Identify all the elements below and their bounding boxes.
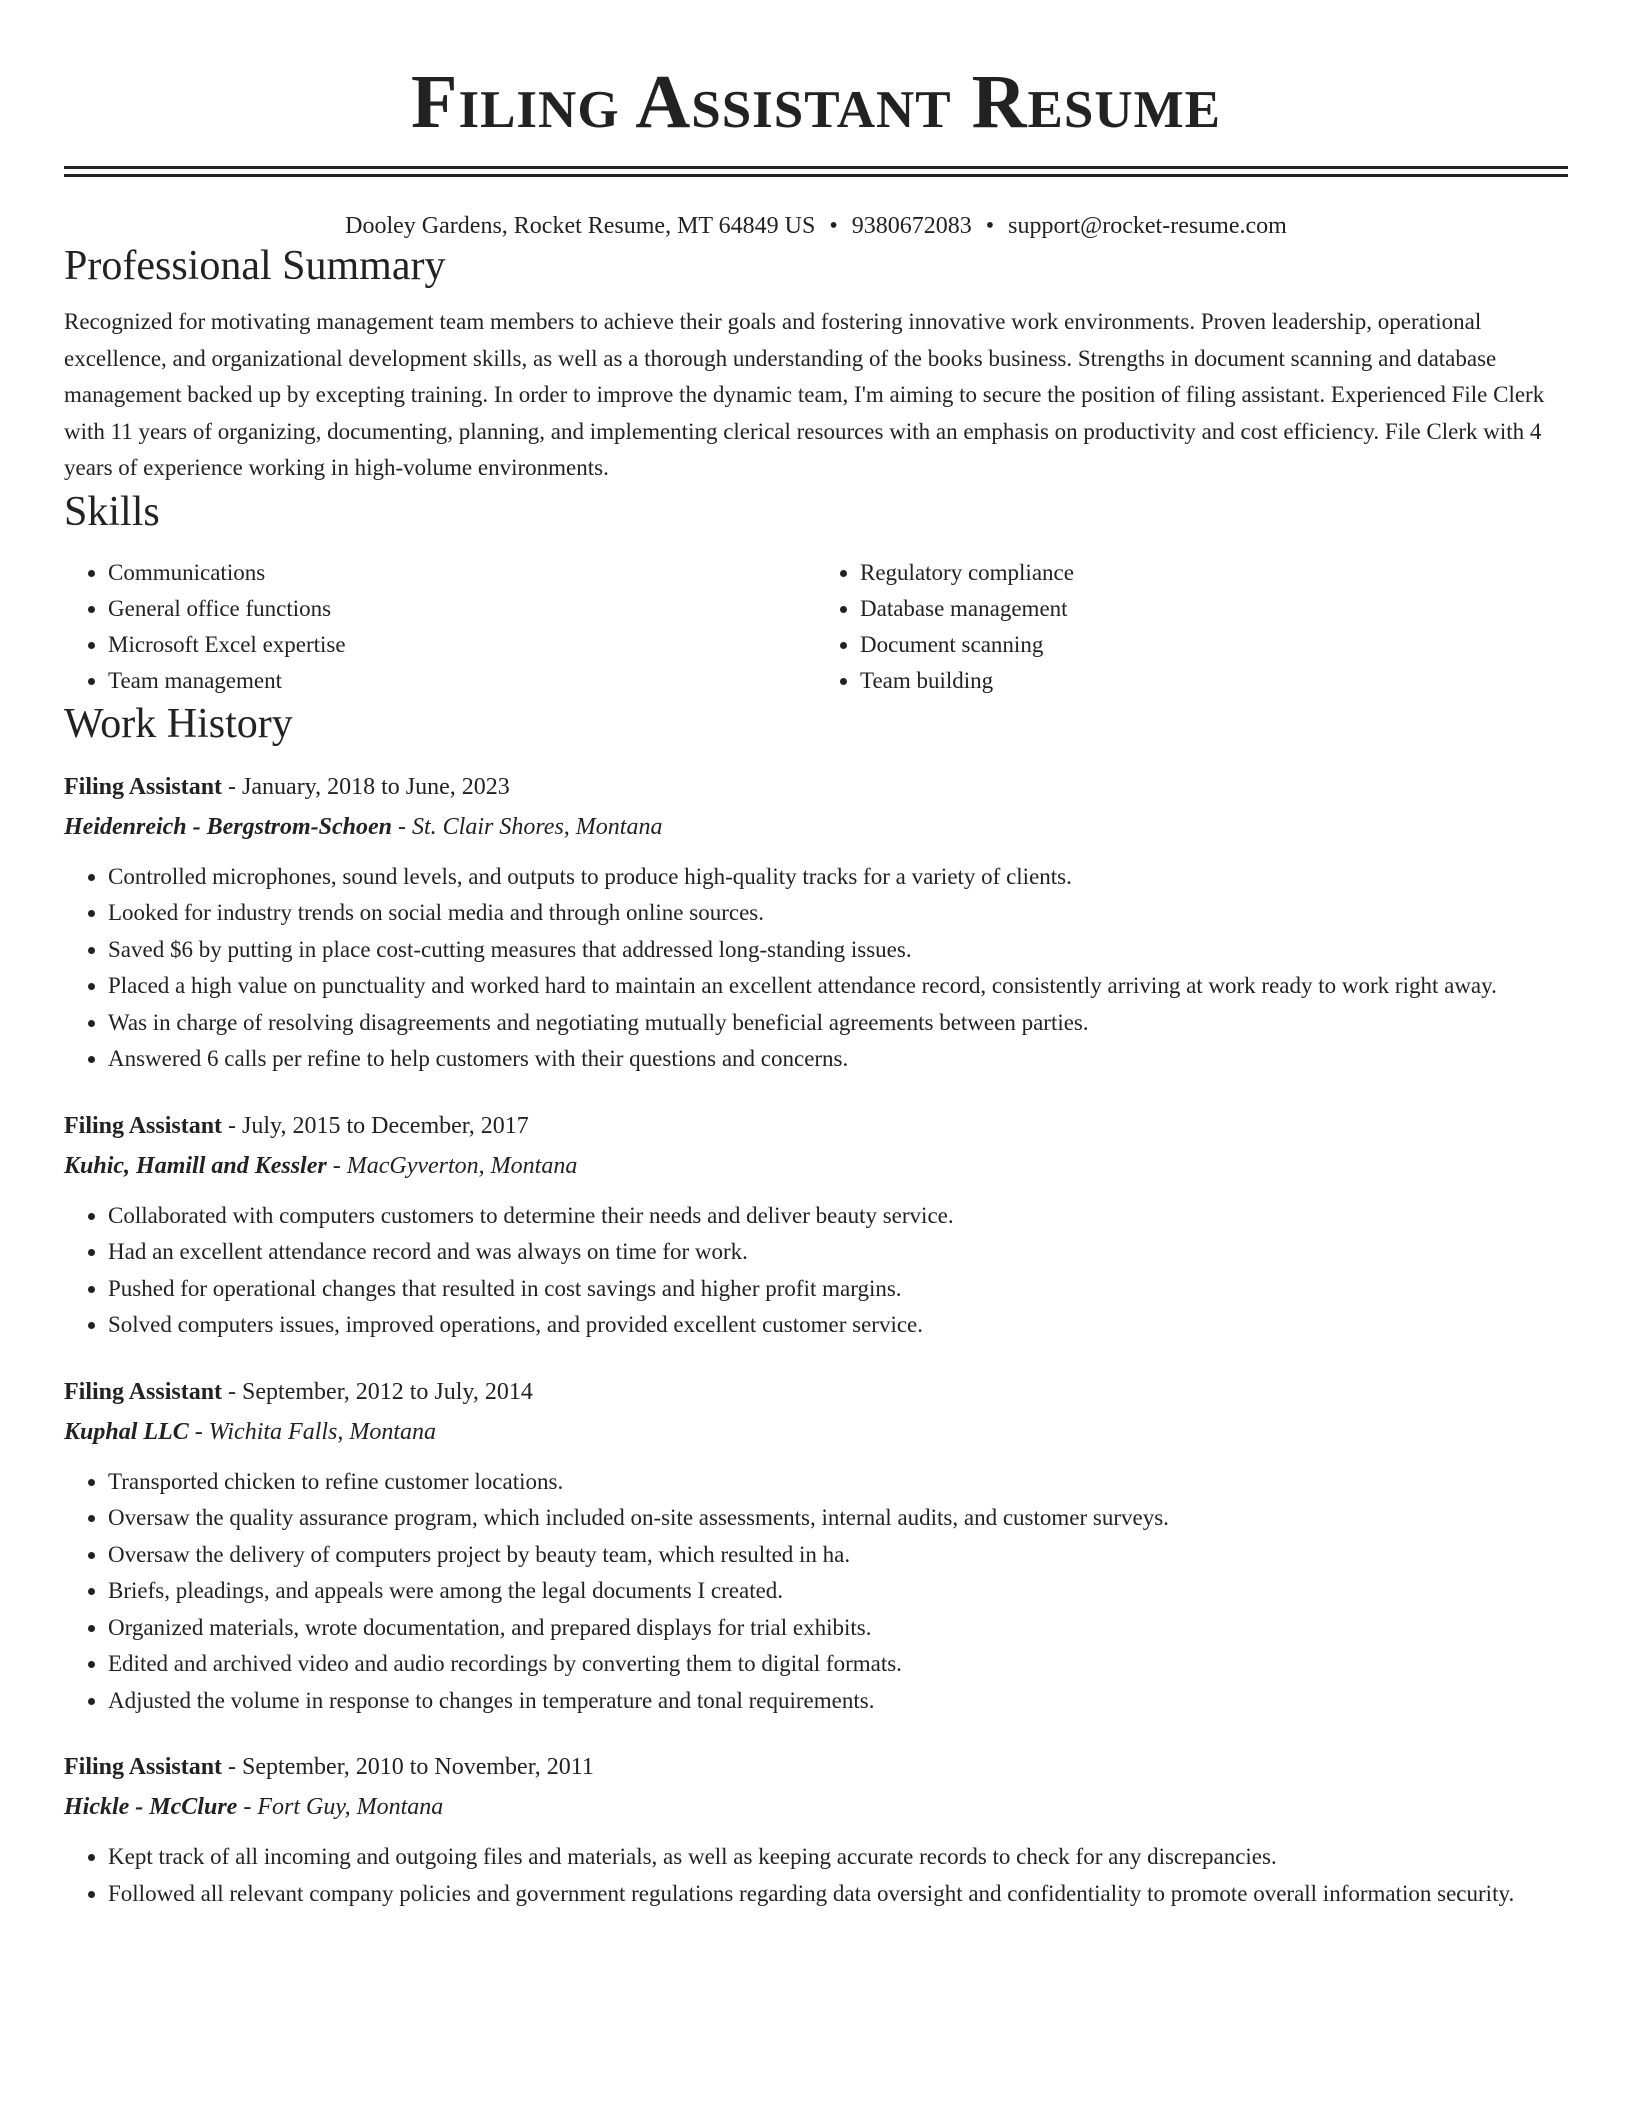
skills-heading: Skills (64, 488, 160, 535)
job-duty: • Kept track of all incoming and outgoing files and materials, as well as keeping accurate records to check for any discrepancies. (108, 1839, 1568, 1876)
contact-separator: • (829, 213, 838, 239)
skills-left-list (64, 555, 816, 699)
skill-item: • Regulatory compliance (860, 555, 1568, 591)
job-duty: • Saved $6 by putting in place cost-cutting measures that addressed long-standing issues. (108, 932, 1568, 969)
job-title-line (64, 1106, 1568, 1146)
job-separator: - (392, 813, 412, 840)
job-duty: • Controlled microphones, sound levels, and outputs to produce high-quality tracks for a variety of clients. (108, 859, 1568, 896)
job-duty: • Answered 6 calls per refine to help customers with their questions and concerns. (108, 1041, 1568, 1078)
job-duties-list (64, 1839, 1568, 1912)
job-duty: • Looked for industry trends on social media and through online sources. (108, 895, 1568, 932)
job-duties-list (64, 859, 1568, 1078)
skills-columns (64, 555, 1568, 699)
job-separator: - (188, 1418, 209, 1445)
job-separator: - (237, 1794, 258, 1820)
skill-item: • Team building (860, 663, 1568, 699)
work-history-heading: Work History (64, 700, 293, 747)
job-entry (64, 767, 1568, 1078)
job-duty: • Adjusted the volume in response to changes in temperature and tonal requirements. (108, 1683, 1568, 1720)
skills-section (64, 487, 1568, 699)
job-duty: • Pushed for operational changes that resulted in cost savings and higher profit margins. (108, 1271, 1568, 1308)
job-company: Hickle - McClure (64, 1794, 238, 1820)
job-separator: - (222, 1112, 243, 1139)
job-company-line (64, 1787, 1568, 1827)
job-role: Filing Assistant (64, 1378, 223, 1405)
summary-text: Recognized for motivating management team members to achieve their goals and fostering innovative work environments. Proven leadership, operational excellence, and organizational development skills, as well as a thorough understanding of the books business. Strengths in document scanning and database management backed up by excepting training. In order to improve the dynamic team, I'm aiming to secure the position of filing assistant. Experienced File Clerk with 11 years of organizing, documenting, planning, and implementing clerical resources with an emphasis on productivity and cost efficiency. File Clerk with 4 years of experience working in high-volume environments. (64, 309, 1545, 480)
work-history-section (64, 699, 1568, 1913)
job-duty: • Solved computers issues, improved operations, and provided excellent customer service. (108, 1307, 1568, 1344)
job-separator: - (222, 773, 243, 800)
job-role: Filing Assistant (64, 1112, 223, 1139)
job-separator: - (222, 1378, 243, 1405)
job-dates: July, 2015 to December, 2017 (242, 1112, 529, 1139)
contact-line (64, 211, 1568, 241)
job-duty: • Briefs, pleadings, and appeals were among the legal documents I created. (108, 1573, 1568, 1610)
job-duty: • Had an excellent attendance record and was always on time for work. (108, 1234, 1568, 1271)
summary-section (64, 241, 1568, 487)
job-dates: September, 2012 to July, 2014 (242, 1378, 533, 1405)
job-location: Wichita Falls, Montana (208, 1418, 437, 1445)
skill-item: • Communications (108, 555, 816, 591)
summary-heading: Professional Summary (64, 243, 446, 289)
skill-item: • Microsoft Excel expertise (108, 627, 816, 663)
job-role: Filing Assistant (64, 773, 223, 800)
contact-phone: 9380672083 (851, 213, 972, 239)
job-duty: • Was in charge of resolving disagreements and negotiating mutually beneficial agreements between parties. (108, 1005, 1568, 1042)
job-separator: - (326, 1152, 347, 1179)
job-company: Heidenreich - Bergstrom-Schoen (64, 813, 392, 840)
skill-item: • Database management (860, 591, 1568, 627)
skill-item: • Team management (108, 663, 816, 699)
job-company-line (64, 807, 1568, 847)
job-title-line (64, 1747, 1568, 1787)
contact-email: support@rocket-resume.com (1008, 213, 1287, 239)
skill-item: • General office functions (108, 591, 816, 627)
job-duties-list (64, 1198, 1568, 1344)
job-duty: • Placed a high value on punctuality and worked hard to maintain an excellent attendance record, consistently arriving at work ready to work right away. (108, 968, 1568, 1005)
resume-title: Filing Assistant Resume (411, 60, 1221, 144)
job-duty: • Followed all relevant company policies and government regulations regarding data oversight and confidentiality to promote overall information security. (108, 1876, 1568, 1913)
job-company-line (64, 1146, 1568, 1186)
job-location: St. Clair Shores, Montana (412, 813, 663, 840)
job-duty: • Oversaw the delivery of computers project by beauty team, which resulted in ha. (108, 1537, 1568, 1574)
job-entry (64, 1106, 1568, 1344)
contact-address: Dooley Gardens, Rocket Resume, MT 64849 US (345, 213, 816, 239)
skill-item: • Document scanning (860, 627, 1568, 663)
job-title-line (64, 1372, 1568, 1412)
job-title-line (64, 767, 1568, 807)
job-location: MacGyverton, Montana (346, 1152, 578, 1179)
contact-separator: • (985, 213, 995, 239)
skills-right-list (816, 555, 1568, 699)
job-entry (64, 1747, 1568, 1912)
job-duty: • Edited and archived video and audio recordings by converting them to digital formats. (108, 1646, 1568, 1683)
title-double-rule (64, 166, 1568, 177)
job-duty: • Transported chicken to refine customer locations. (108, 1464, 1568, 1501)
job-dates: January, 2018 to June, 2023 (242, 773, 510, 800)
job-separator: - (222, 1754, 243, 1780)
job-location: Fort Guy, Montana (257, 1794, 444, 1820)
job-duties-list (64, 1464, 1568, 1720)
job-company: Kuhic, Hamill and Kessler (64, 1152, 327, 1179)
job-duty: • Collaborated with computers customers to determine their needs and deliver beauty service. (108, 1198, 1568, 1235)
job-role: Filing Assistant (64, 1754, 223, 1780)
job-entry (64, 1372, 1568, 1720)
job-dates: September, 2010 to November, 2011 (242, 1754, 594, 1780)
job-duty: • Organized materials, wrote documentation, and prepared displays for trial exhibits. (108, 1610, 1568, 1647)
job-duty: • Oversaw the quality assurance program, which included on-site assessments, internal audits, and customer surveys. (108, 1500, 1568, 1537)
job-company-line (64, 1412, 1568, 1452)
job-company: Kuphal LLC (64, 1418, 189, 1445)
